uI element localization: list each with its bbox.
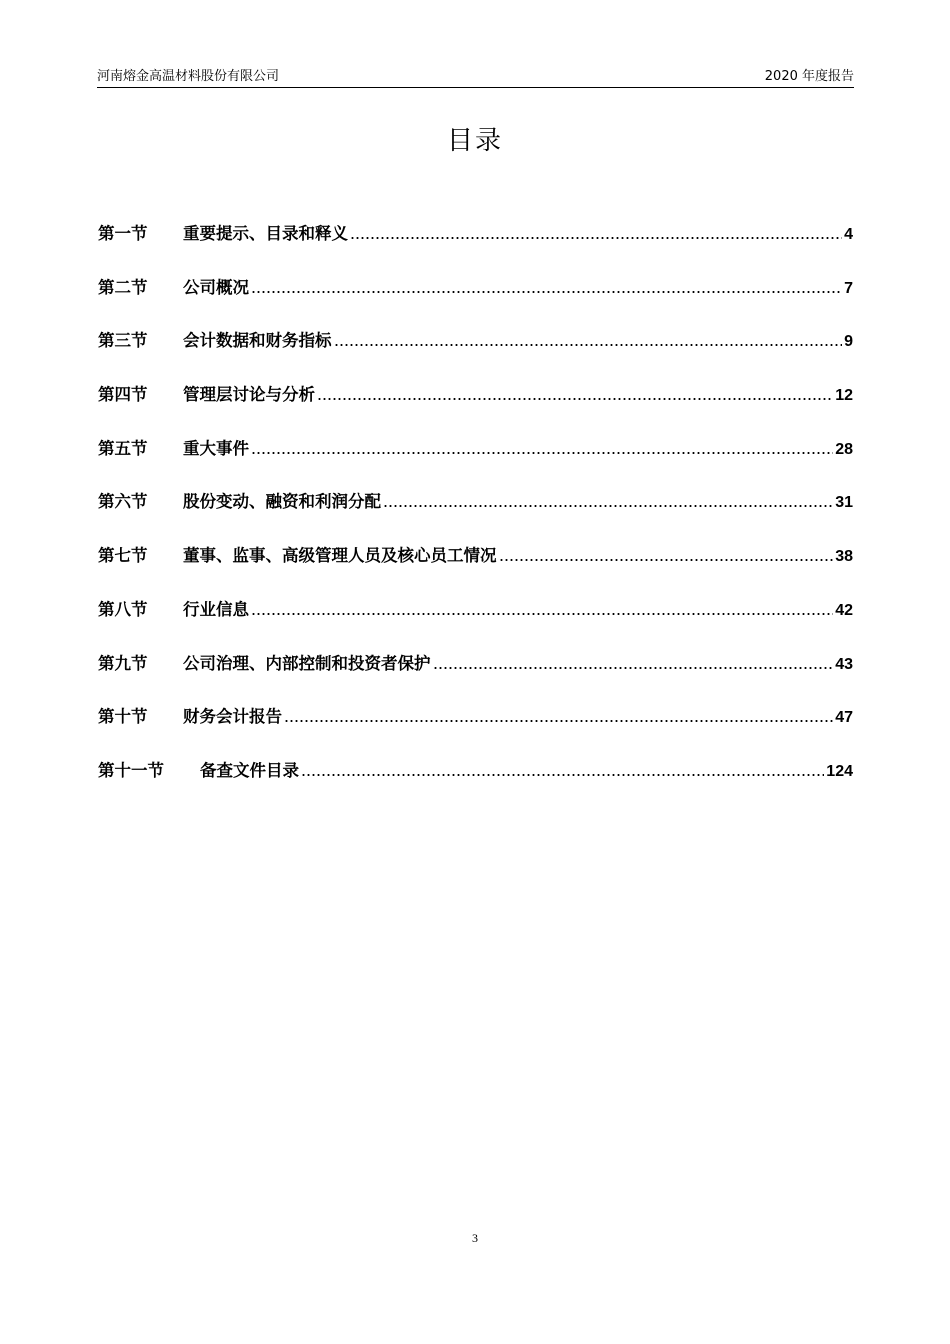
toc-page-number: 38 (835, 548, 853, 566)
toc-section-title: 管理层讨论与分析 (183, 385, 315, 405)
toc-section-title: 董事、监事、高级管理人员及核心员工情况 (183, 546, 497, 566)
toc-section-number: 第二节 (98, 277, 148, 297)
toc-section-title: 公司概况 (183, 277, 249, 297)
toc-section-title: 重要提示、目录和释义 (183, 224, 348, 243)
toc-item-2[interactable] (98, 272, 853, 298)
toc-page-number: 47 (835, 709, 853, 727)
toc-page-number: 9 (844, 333, 853, 351)
toc-section-number: 第九节 (98, 653, 148, 673)
toc-leader-dots (433, 650, 834, 670)
page-title: 目录 (446, 126, 503, 156)
toc-page-number: 28 (835, 440, 853, 458)
toc-leader-dots (334, 327, 843, 347)
toc-section-title: 财务会计报告 (183, 707, 282, 727)
toc-item-11[interactable] (98, 755, 853, 781)
toc-section-number: 第四节 (98, 385, 148, 405)
toc-leader-dots (284, 703, 833, 723)
toc-leader-dots (499, 542, 834, 562)
toc-page-number: 124 (826, 762, 853, 780)
table-of-contents (98, 218, 853, 809)
toc-item-9[interactable] (98, 648, 853, 674)
toc-section-title: 行业信息 (183, 599, 249, 619)
header-report-title: 2020 年度报告 (764, 69, 854, 84)
toc-item-5[interactable] (98, 433, 853, 459)
toc-section-title: 会计数据和财务指标 (183, 331, 332, 351)
toc-item-6[interactable] (98, 486, 853, 512)
toc-item-3[interactable] (98, 325, 853, 351)
toc-leader-dots (317, 381, 833, 401)
toc-leader-dots (251, 435, 833, 455)
toc-section-number: 第八节 (98, 599, 148, 619)
toc-section-title: 公司治理、内部控制和投资者保护 (183, 653, 431, 673)
toc-item-10[interactable] (98, 701, 853, 727)
header-company-name: 河南熔金高温材料股份有限公司 (97, 69, 280, 84)
toc-page-number: 31 (835, 494, 853, 512)
toc-section-number: 第十一节 (98, 760, 164, 780)
toc-leader-dots (301, 757, 824, 777)
toc-page-number: 42 (835, 601, 853, 619)
toc-leader-dots (383, 488, 833, 508)
toc-item-7[interactable] (98, 540, 853, 566)
toc-section-number: 第五节 (98, 438, 148, 458)
toc-leader-dots (350, 220, 842, 240)
page-header (97, 66, 854, 88)
toc-section-title: 备查文件目录 (200, 760, 299, 780)
toc-item-1[interactable] (98, 218, 853, 244)
toc-section-number: 第六节 (98, 492, 148, 512)
toc-item-4[interactable] (98, 379, 853, 405)
toc-page-number: 12 (835, 387, 853, 405)
toc-section-number: 第三节 (98, 331, 148, 351)
toc-item-8[interactable] (98, 594, 853, 620)
toc-leader-dots (251, 274, 842, 294)
toc-section-number: 第一节 (98, 224, 148, 243)
toc-page-number: 4 (844, 226, 853, 243)
toc-section-number: 第七节 (98, 546, 148, 566)
toc-section-title: 重大事件 (183, 438, 249, 458)
toc-section-title: 股份变动、融资和利润分配 (183, 492, 381, 512)
footer-page-number: 3 (472, 1231, 478, 1245)
toc-leader-dots (251, 596, 833, 616)
toc-section-number: 第十节 (98, 707, 148, 727)
toc-page-number: 7 (844, 279, 853, 297)
toc-page-number: 43 (835, 655, 853, 673)
